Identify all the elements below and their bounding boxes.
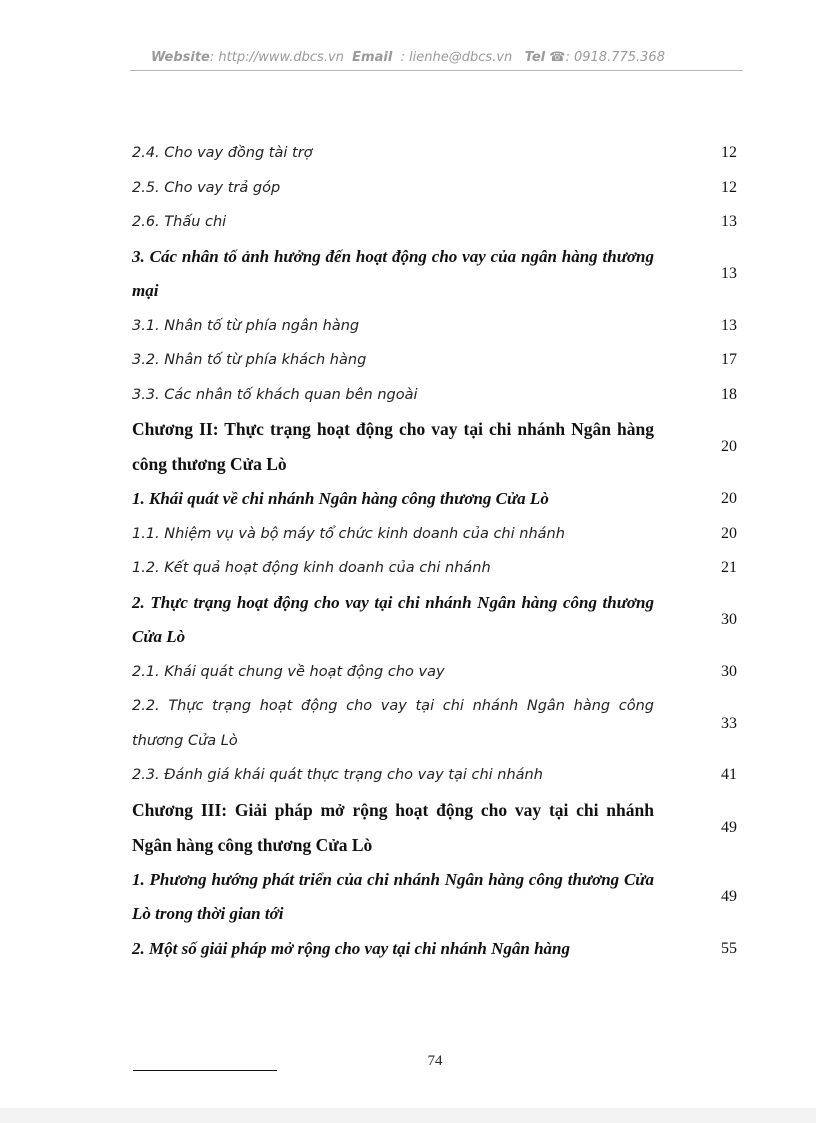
toc-entry-page: 30 [721, 662, 737, 680]
toc-entry [132, 343, 737, 378]
toc-entry-page: 13 [721, 265, 737, 282]
toc-entry-title: 2.3. Đánh giá khái quát thực trạng cho vay tại chi nhánh [132, 767, 543, 783]
toc-chapter-entry [132, 412, 737, 482]
toc-entry-page: 55 [721, 939, 737, 957]
phone-icon: ☎ [549, 50, 566, 65]
header-divider [130, 70, 743, 71]
toc-entry [132, 517, 737, 552]
toc-entry-title: 1. Phương hướng phát triển của chi nhánh Ngân hàng công thương Cửa Lò trong thời gian tới [132, 869, 654, 923]
toc-entry [132, 136, 737, 171]
toc-entry-page: 33 [721, 714, 737, 732]
toc-entry-title: 3.3. Các nhân tố khách quan bên ngoài [132, 386, 418, 403]
toc-entry [132, 205, 737, 240]
toc-entry-title: 2. Thực trạng hoạt động cho vay tại chi nhánh Ngân hàng công thương Cửa Lò [132, 592, 654, 646]
toc-entry-title: 2.4. Cho vay đồng tài trợ [132, 145, 313, 161]
toc-entry-title: 1.1. Nhiệm vụ và bộ máy tổ chức kinh doanh của chi nhánh [132, 525, 565, 542]
page-number: 74 [427, 1053, 443, 1069]
toc-entry [132, 551, 737, 586]
toc-entry [132, 863, 737, 932]
toc-entry-page: 18 [721, 385, 737, 403]
website-label: Website [151, 50, 210, 65]
toc-entry-page: 13 [721, 316, 737, 334]
toc-entry-title: Chương III: Giải pháp mở rộng hoạt động cho vay tại chi nhánh Ngân hàng công thương Cửa Lò [132, 799, 654, 855]
tel-value: : 0918.775.368 [565, 50, 665, 65]
toc-entry-title: 3. Các nhân tố ảnh hưởng đến hoạt động cho vay của ngân hàng thương mại [132, 246, 654, 300]
toc-entry-page: 49 [721, 888, 737, 905]
toc-entry-title: 3.2. Nhân tố từ phía khách hàng [132, 352, 367, 368]
tel-label: Tel [524, 50, 546, 65]
footnote-divider [133, 1070, 277, 1071]
toc-entry-title: 2.1. Khái quát chung về hoạt động cho vay [132, 663, 445, 680]
toc-entry-page: 20 [721, 490, 737, 508]
toc-entry [132, 655, 737, 690]
toc-entry-page: 41 [721, 766, 737, 784]
email-value: : lienhe@dbcs.vn [400, 50, 513, 65]
toc-entry [132, 378, 737, 413]
toc-entry [132, 758, 737, 793]
toc-entry-title: 3.1. Nhân tố từ phía ngân hàng [132, 317, 360, 334]
toc-chapter-entry [132, 793, 737, 863]
toc-entry-page: 20 [721, 524, 737, 542]
toc-entry-title: 2.2. Thực trạng hoạt động cho vay tại chi nhánh Ngân hàng công thương Cửa Lò [132, 698, 654, 749]
toc-entry-title: 2.6. Thấu chi [132, 214, 227, 230]
toc-entry-page: 30 [721, 611, 737, 628]
toc-entry [132, 482, 737, 517]
toc-entry [132, 932, 737, 967]
toc-entry [132, 689, 737, 758]
page-bottom-band [0, 1108, 816, 1123]
toc-entry-title: 2.5. Cho vay trả góp [132, 179, 281, 196]
toc-entry [132, 171, 737, 206]
toc-entry-title: 1. Khái quát về chi nhánh Ngân hàng công thương Cửa Lò [132, 489, 549, 508]
toc-entry-title: 2. Một số giải pháp mở rộng cho vay tại chi nhánh Ngân hàng [132, 938, 570, 958]
toc-entry-page: 49 [721, 818, 737, 836]
toc-entry-page: 20 [721, 438, 737, 455]
toc-entry-page: 13 [721, 213, 737, 231]
page-header [0, 50, 816, 65]
toc-entry [132, 309, 737, 344]
toc-entry-page: 12 [721, 144, 737, 162]
toc-entry [132, 586, 737, 655]
toc-entry-page: 21 [721, 559, 737, 577]
toc-entry [132, 240, 737, 309]
toc-entry-page: 17 [721, 351, 737, 369]
toc-entry-title: Chương II: Thực trạng hoạt động cho vay tại chi nhánh Ngân hàng công thương Cửa Lò [132, 419, 654, 474]
toc-entry-page: 12 [721, 178, 737, 196]
toc-entry-title: 1.2. Kết quả hoạt động kinh doanh của chi nhánh [132, 560, 491, 576]
email-label: Email [352, 50, 393, 65]
website-value: : http://www.dbcs.vn [209, 50, 344, 65]
table-of-contents [132, 136, 737, 966]
